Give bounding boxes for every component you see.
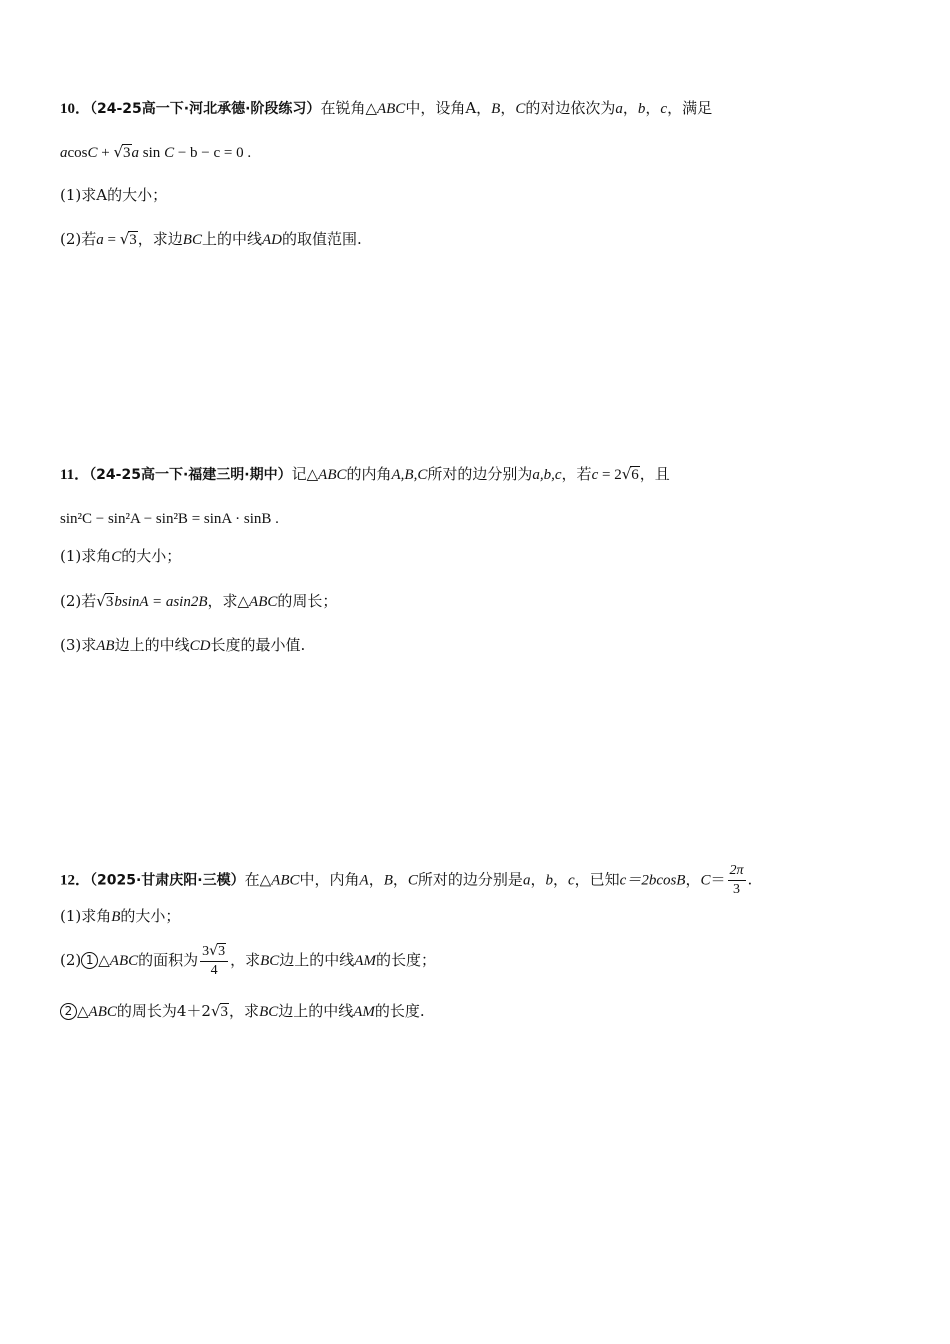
problem-10-question-1 [60, 184, 167, 206]
triangle-label: ABC [109, 953, 139, 969]
side-label: a [615, 101, 623, 117]
fraction-numerator: 2π [728, 862, 746, 881]
question-text: 的长度； [375, 951, 436, 969]
triangle-label: ABC [249, 594, 278, 610]
math-var: C [700, 872, 711, 889]
question-text: 边上的中线 [114, 636, 190, 654]
angle-label: B [383, 872, 393, 889]
math-expr: bsinA = asin2B [114, 594, 208, 610]
angle-labels: A,B,C [391, 467, 428, 483]
math-op: = 2 [598, 467, 622, 483]
problem-source: （24-25高一下·河北承德·阶段练习） [90, 101, 321, 117]
question-text: 的取值范围. [281, 230, 362, 248]
sqrt-radicand: 3 [220, 1004, 229, 1020]
problem-source: （2025·甘肃庆阳·三模） [90, 872, 245, 889]
segment-label: BC [182, 232, 202, 248]
fraction-denominator: 4 [210, 963, 218, 978]
question-text: 的周长为4＋2 [116, 1002, 211, 1020]
stem-text: 的对边依次为 [525, 99, 616, 117]
problem-12-question-2 [60, 942, 436, 980]
problem-number: 11． [60, 467, 90, 483]
side-label: a [522, 872, 531, 889]
problem-11-stem: 11．（24-25高一下·福建三明·期中）记△ABC的内角A,B,C所对的边分别为a,b,c，若c = 2√6，且 [60, 465, 670, 483]
question-text: (3)求 [60, 636, 97, 654]
sqrt-radicand: 3 [123, 145, 131, 161]
segment-label: AD [261, 232, 282, 248]
question-text: 的大小； [120, 907, 181, 925]
math-var: C [111, 549, 122, 565]
triangle-symbol: △ [77, 1002, 89, 1020]
problem-10-stem: 10．（24-25高一下·河北承德·阶段练习）在锐角△ABC中，设角A，B，C的对边依次为a，b，c，满足 [60, 99, 713, 117]
math-op: = [103, 232, 120, 248]
question-text: 长度的最小值. [210, 636, 306, 654]
fraction: $\frac{3√3}{4}$ [200, 942, 228, 980]
segment-label: AB [96, 638, 115, 654]
fraction-denominator: 3 [733, 882, 741, 897]
stem-text: 的内角 [346, 465, 392, 483]
question-text: 边上的中线 [278, 1002, 354, 1020]
math-var: C [164, 145, 175, 161]
triangle-label: ABC [88, 1004, 117, 1020]
angle-label: B [491, 101, 501, 117]
stem-text: 在△ [244, 870, 272, 889]
stem-text: 在锐角△ [320, 99, 377, 117]
problem-11-question-3 [60, 634, 305, 657]
question-text: (2)若 [60, 230, 97, 248]
question-text: (1)求角 [60, 907, 112, 925]
stem-text: ，满足 [667, 99, 713, 117]
stem-text: 中，设角A， [405, 99, 492, 117]
stem-text: . [747, 870, 753, 889]
sqrt-radicand: 6 [631, 467, 639, 483]
question-text: ，求△ [207, 592, 250, 610]
triangle-label: ABC [318, 467, 347, 483]
segment-label: AM [353, 1004, 375, 1020]
stem-text: 中，内角 [299, 870, 360, 889]
sqrt-radicand: 3 [105, 594, 114, 610]
stem-text: ，若 [561, 465, 592, 483]
stem-text: ，且 [639, 465, 670, 483]
problem-source: （24-25高一下·福建三明·期中） [89, 467, 292, 483]
question-text: 的面积为 [138, 951, 199, 969]
question-text: (1)求角 [60, 547, 112, 565]
triangle-label: ABC [271, 872, 300, 889]
problem-12-stem: 12．（2025·甘肃庆阳·三模）在△ABC中，内角A，B，C所对的边分别是a，b，c，已知c＝2bcosB，C＝ $\frac{2\pi}{3}$ . [60, 863, 753, 897]
segment-label: CD [189, 638, 211, 654]
question-text: (2) [60, 951, 82, 969]
math-fn: sin [139, 145, 165, 161]
math-expr: c＝2bcosB [619, 872, 686, 889]
triangle-label: ABC [376, 101, 406, 117]
side-labels: a,b,c [532, 467, 562, 483]
angle-label: A [359, 872, 369, 889]
problem-12-question-3: 2 △ABC的周长为4＋2√3，求BC边上的中线AM的长度. [60, 1000, 425, 1023]
math-var: c [591, 467, 599, 483]
problem-11-question-2: (2)若√3bsinA = asin2B，求△ABC的周长； [60, 592, 338, 610]
side-label: b [637, 101, 646, 117]
question-text: 的长度. [374, 1002, 425, 1020]
math-op: + [97, 145, 114, 161]
question-text: 的周长； [277, 592, 338, 610]
question-text: 上的中线 [201, 230, 262, 248]
math-op: ＝ [710, 870, 726, 889]
circled-number: 2 [60, 1003, 77, 1020]
segment-label: AM [354, 953, 376, 969]
stem-text: ，已知 [574, 870, 620, 889]
math-var: a [96, 232, 104, 248]
problem-10-condition: acosC + √3a sin C − b − c = 0 . [60, 143, 252, 161]
question-text: 边上的中线 [279, 951, 355, 969]
question-text: ，求边 [137, 230, 183, 248]
problem-number: 12． [60, 872, 91, 889]
stem-text: 记△ [291, 465, 319, 483]
circled-number: 1 [81, 952, 98, 969]
math-condition: sin²C − sin²A − sin²B = sinA · sinB . [60, 511, 279, 527]
triangle-symbol: △ [98, 951, 110, 969]
side-label: b [545, 872, 553, 889]
math-fn: cos [67, 145, 88, 161]
math-var: B [111, 909, 121, 925]
question-text: (1)求A的大小； [60, 186, 168, 204]
stem-text: 所对的边分别为 [427, 465, 533, 483]
problem-11-question-1 [60, 545, 181, 568]
problem-10-question-2: (2)若a = √3，求边BC上的中线AD的取值范围. [60, 230, 362, 248]
segment-label: BC [260, 953, 280, 969]
stem-text: 所对的边分别是 [417, 870, 523, 889]
fraction-coef: 3 [202, 944, 210, 959]
question-text: 的大小； [121, 547, 182, 565]
math-var: a [60, 145, 68, 161]
angle-label: C [407, 872, 418, 889]
side-label: c [660, 101, 668, 117]
question-text: ，求 [230, 951, 261, 969]
segment-label: BC [259, 1004, 279, 1020]
sqrt-radicand: 3 [129, 232, 137, 248]
side-label: c [567, 872, 575, 889]
math-var: C [87, 145, 98, 161]
question-text: (2)若 [60, 592, 97, 610]
problem-11-condition [60, 508, 279, 530]
question-text: ，求 [229, 1002, 260, 1020]
math-tail: − b − c = 0 . [174, 145, 252, 161]
problem-number: 10． [60, 101, 91, 117]
angle-label: C [515, 101, 526, 117]
fraction [728, 862, 746, 899]
problem-12-question-1 [60, 905, 180, 928]
math-var: a [131, 145, 140, 161]
sqrt-radicand: 3 [218, 944, 226, 959]
